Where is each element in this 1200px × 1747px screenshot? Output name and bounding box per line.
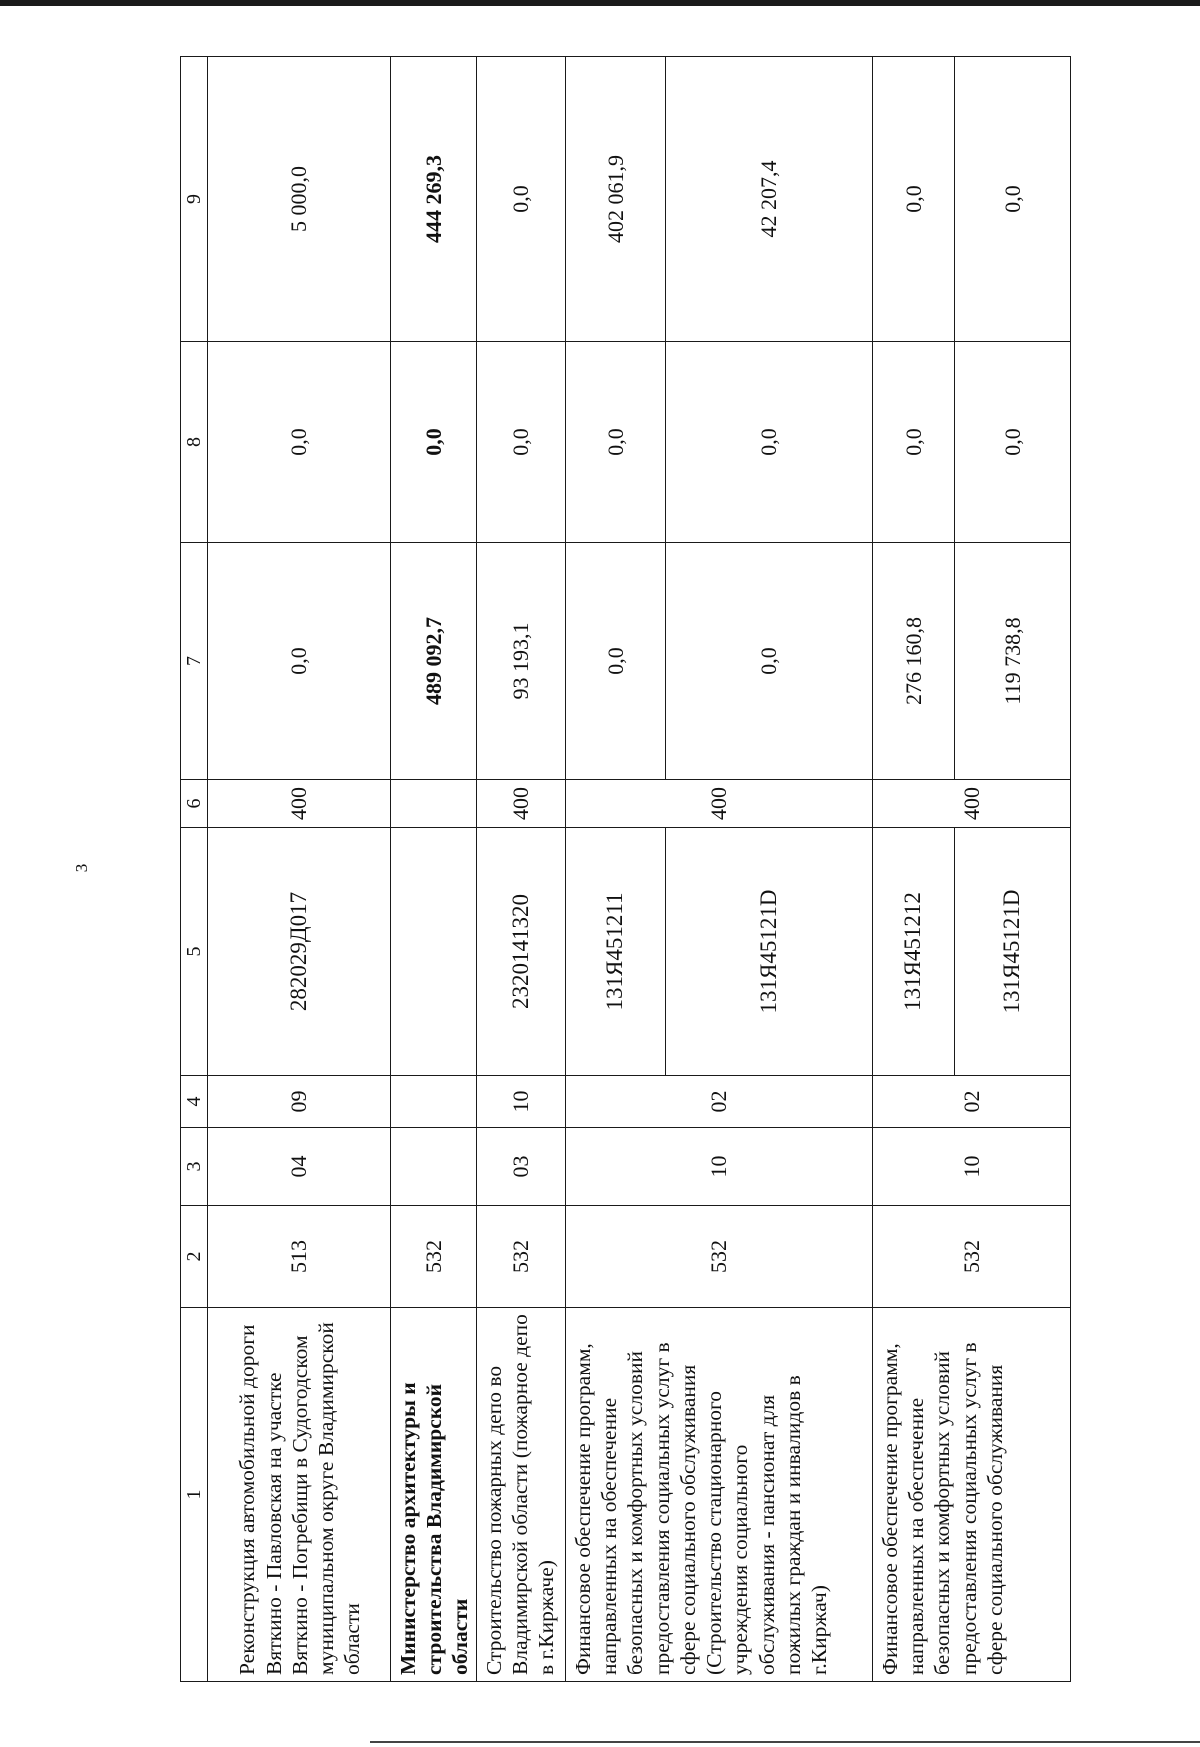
cell-grbs: 532: [391, 1206, 477, 1308]
row-name: Финансовое обеспечение программ, направленных на обеспечение безопасных и комфортных условий предоставления социальных услуг в сфере социального обслуживания (Строительство стационарного учреждения социального обслуживания - пансионат для пожилых граждан и инвалидов в г.Киржач): [566, 1308, 873, 1682]
table-header-row: [181, 57, 208, 1682]
cell-target-code: [391, 828, 477, 1076]
header-cell: 7: [181, 543, 208, 780]
cell-amount-col7: 0,0: [566, 543, 666, 780]
header-cell: 3: [181, 1128, 208, 1206]
table-row: [566, 57, 666, 1682]
cell-section: 10: [566, 1128, 873, 1206]
table-row: [208, 57, 391, 1682]
header-cell: 8: [181, 342, 208, 543]
row-name: Финансовое обеспечение программ, направленных на обеспечение безопасных и комфортных условий предоставления социальных услуг в сфере социального обслуживания: [873, 1308, 1071, 1682]
page-number: 3: [72, 863, 91, 873]
cell-amount-col7: 0,0: [666, 543, 873, 780]
cell-amount-col9: 0,0: [873, 57, 955, 342]
row-name: Министерство архитектуры и строительства Владимирской области: [391, 1308, 477, 1682]
cell-target-code: 131Я451212: [873, 828, 955, 1076]
cell-section: 04: [208, 1128, 391, 1206]
cell-expense-type: 400: [208, 780, 391, 828]
cell-grbs: 513: [208, 1206, 391, 1308]
cell-amount-col8: 0,0: [391, 342, 477, 543]
cell-amount-col9: 0,0: [477, 57, 566, 342]
row-name: Строительство пожарных депо во Владимирской области (пожарное депо в г.Киржаче): [477, 1308, 566, 1682]
header-cell: 5: [181, 828, 208, 1076]
scan-top-edge: [0, 0, 1200, 6]
cell-section: 03: [477, 1128, 566, 1206]
cell-target-code: 2320141320: [477, 828, 566, 1076]
cell-amount-col9: 444 269,3: [391, 57, 477, 342]
cell-target-code: 282029Д017: [208, 828, 391, 1076]
row-name: Реконструкция автомобильной дороги Вяткино - Павловская на участке Вяткино - Погребищи в Судогодском муниципальном округе Владимирской области: [208, 1308, 391, 1682]
cell-expense-type: [391, 780, 477, 828]
cell-amount-col7: 0,0: [208, 543, 391, 780]
cell-amount-col7: 93 193,1: [477, 543, 566, 780]
scan-bottom-edge: [370, 1741, 1200, 1743]
cell-amount-col8: 0,0: [955, 342, 1071, 543]
cell-subsection: 09: [208, 1076, 391, 1128]
cell-subsection: 02: [566, 1076, 873, 1128]
cell-amount-col8: 0,0: [873, 342, 955, 543]
cell-amount-col9: 5 000,0: [208, 57, 391, 342]
table-row: [873, 57, 955, 1682]
cell-amount-col8: 0,0: [477, 342, 566, 543]
cell-target-code: 131Я45121D: [955, 828, 1071, 1076]
cell-target-code: 131Я451211: [566, 828, 666, 1076]
budget-table-rotated: [180, 57, 1070, 1682]
cell-amount-col7: 276 160,8: [873, 543, 955, 780]
cell-amount-col8: 0,0: [566, 342, 666, 543]
cell-grbs: 532: [477, 1206, 566, 1308]
table-row: [477, 57, 566, 1682]
cell-target-code: 131Я45121D: [666, 828, 873, 1076]
cell-amount-col7: 489 092,7: [391, 543, 477, 780]
cell-amount-col7: 119 738,8: [955, 543, 1071, 780]
header-cell: 9: [181, 57, 208, 342]
header-cell: 6: [181, 780, 208, 828]
cell-subsection: 02: [873, 1076, 1071, 1128]
cell-subsection: [391, 1076, 477, 1128]
cell-expense-type: 400: [566, 780, 873, 828]
cell-amount-col9: 0,0: [955, 57, 1071, 342]
cell-amount-col8: 0,0: [208, 342, 391, 543]
cell-expense-type: 400: [477, 780, 566, 828]
cell-subsection: 10: [477, 1076, 566, 1128]
header-cell: 1: [181, 1308, 208, 1682]
cell-grbs: 532: [566, 1206, 873, 1308]
cell-expense-type: 400: [873, 780, 1071, 828]
budget-table: [180, 56, 1071, 1682]
cell-section: 10: [873, 1128, 1071, 1206]
cell-amount-col9: 402 061,9: [566, 57, 666, 342]
header-cell: 2: [181, 1206, 208, 1308]
table-row: [391, 57, 477, 1682]
header-cell: 4: [181, 1076, 208, 1128]
cell-section: [391, 1128, 477, 1206]
cell-amount-col9: 42 207,4: [666, 57, 873, 342]
cell-grbs: 532: [873, 1206, 1071, 1308]
cell-amount-col8: 0,0: [666, 342, 873, 543]
